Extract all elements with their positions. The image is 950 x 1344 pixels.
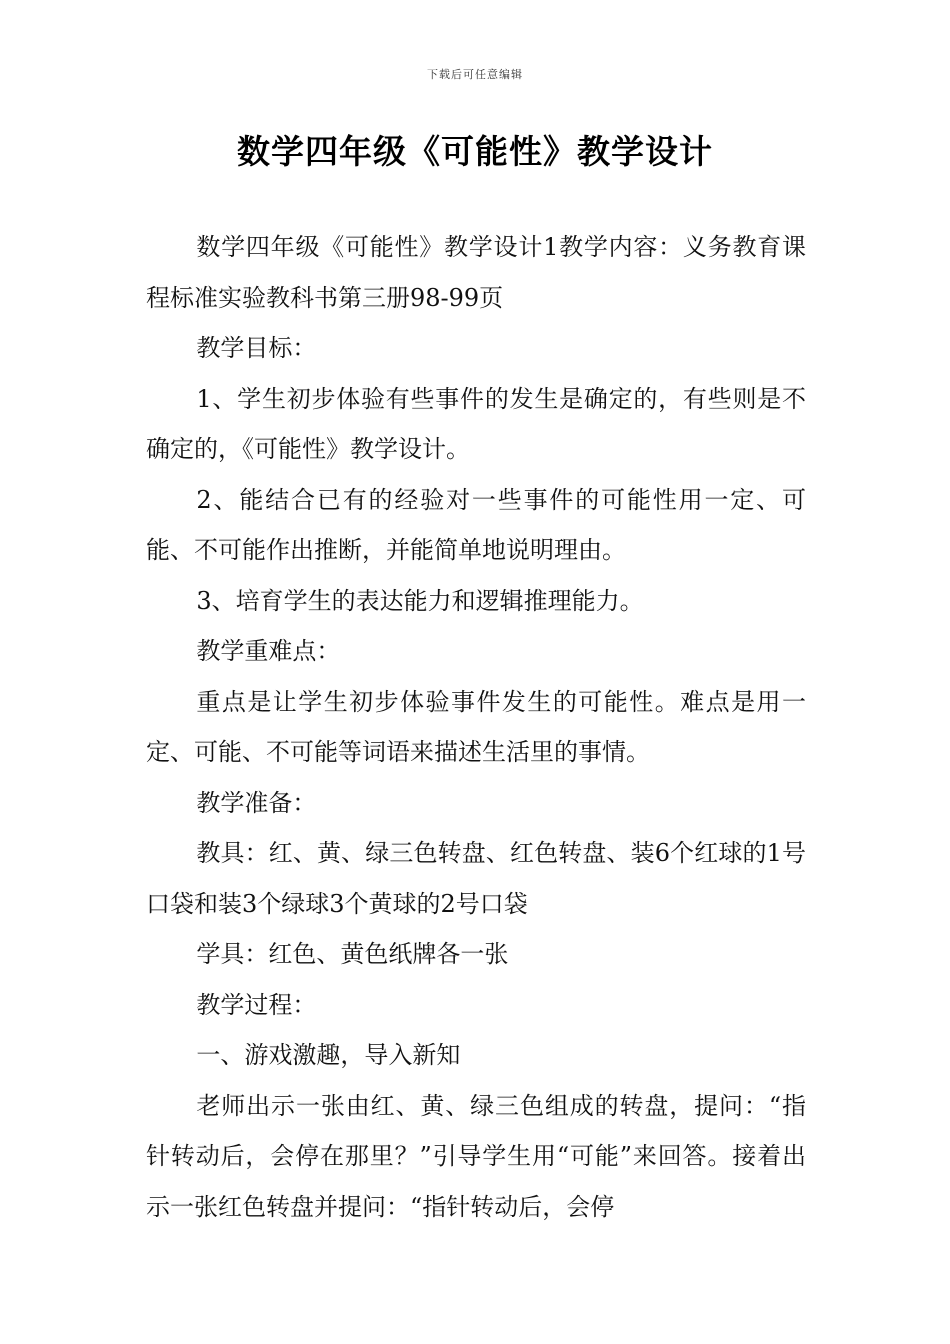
paragraph-process-heading: 教学过程： xyxy=(196,990,317,1019)
paragraph-preparation-heading: 教学准备： xyxy=(196,788,317,817)
paragraph-content: 数学四年级《可能性》教学设计1教学内容：义务教育课程标准实验教科书第三册98-99页 xyxy=(146,233,806,312)
header-note: 下载后可任意编辑 xyxy=(427,68,523,81)
paragraph-section-1-text: 老师出示一张由红、黄、绿三色组成的转盘，提问：“指针转动后，会停在那里？”引导学生用“可能”来回答。接着出示一张红色转盘并提问：“指针转动后，会停 xyxy=(146,1091,806,1221)
paragraph-key-points: 重点是让学生初步体验事件发生的可能性。难点是用一定、可能、不可能等词语来描述生活里的事情。 xyxy=(146,687,806,766)
paragraph-student-aids: 学具：红色、黄色纸牌各一张 xyxy=(196,940,509,968)
paragraph-key-points-heading: 教学重难点： xyxy=(196,637,341,665)
paragraph-objective-3: 3、培育学生的表达能力和逻辑推理能力。 xyxy=(196,586,644,615)
document-title: 数学四年级《可能性》教学设计 xyxy=(237,132,713,171)
paragraph-objective-1: 1、学生初步体验有些事件的发生是确定的，有些则是不确定的，《可能性》教学设计。 xyxy=(146,384,806,463)
paragraph-teaching-aids: 教具：红、黄、绿三色转盘、红色转盘、装6个红球的1号口袋和装3个绿球3个黄球的2号口袋 xyxy=(146,839,806,918)
paragraph-section-1-heading: 一、游戏激趣，导入新知 xyxy=(196,1041,461,1069)
paragraph-objectives-heading: 教学目标： xyxy=(196,334,317,362)
document-body xyxy=(146,222,806,1232)
paragraph-objective-2: 2、能结合已有的经验对一些事件的可能性用一定、可能、不可能作出推断，并能简单地说明理由。 xyxy=(146,485,806,564)
